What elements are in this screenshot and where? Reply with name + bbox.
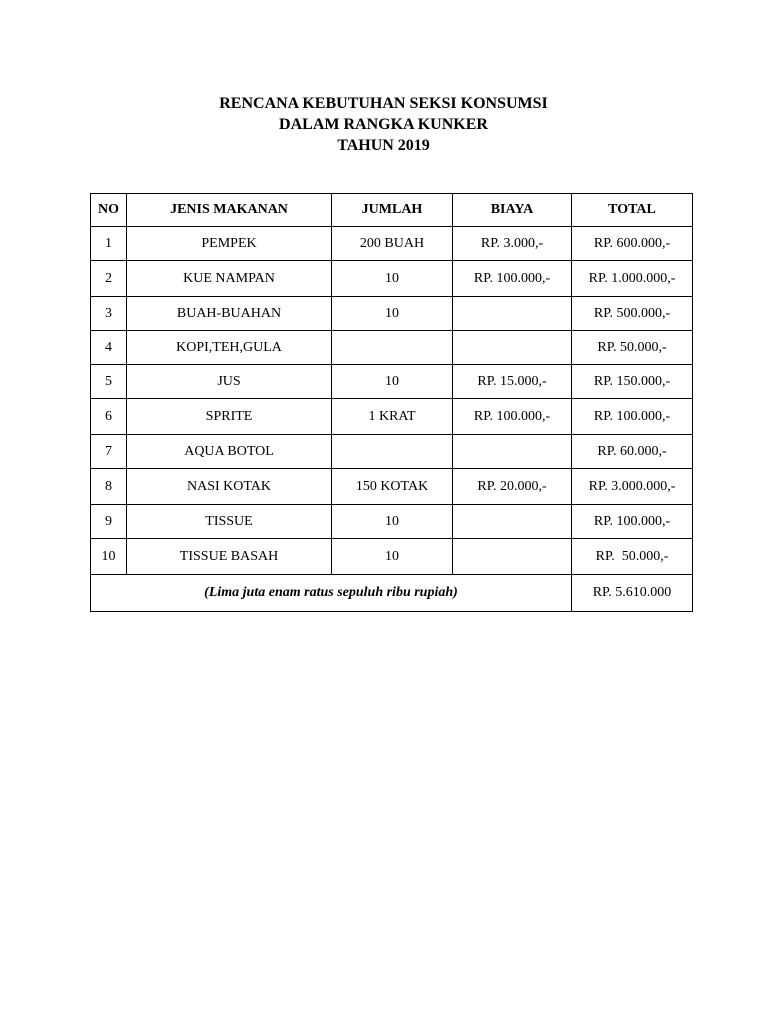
cell-total: RP. 100.000,- xyxy=(572,399,693,435)
cell-quantity: 1 KRAT xyxy=(332,399,453,435)
cell-item: JUS xyxy=(127,365,332,399)
cell-quantity xyxy=(332,435,453,469)
cell-cost: RP. 15.000,- xyxy=(453,365,572,399)
table-row xyxy=(91,261,693,297)
cell-cost: RP. 3.000,- xyxy=(453,227,572,261)
cell-no: 1 xyxy=(91,227,127,261)
cell-item: PEMPEK xyxy=(127,227,332,261)
document-title xyxy=(0,93,768,156)
table-row xyxy=(91,539,693,575)
cell-item: SPRITE xyxy=(127,399,332,435)
cell-cost xyxy=(453,505,572,539)
cell-item: TISSUE xyxy=(127,505,332,539)
cell-no: 5 xyxy=(91,365,127,399)
cell-item: KUE NAMPAN xyxy=(127,261,332,297)
cell-no: 3 xyxy=(91,297,127,331)
cell-cost: RP. 100.000,- xyxy=(453,399,572,435)
table-header-row xyxy=(91,194,693,227)
grand-total: RP. 5.610.000 xyxy=(572,575,693,612)
cell-item: NASI KOTAK xyxy=(127,469,332,505)
cell-cost: RP. 100.000,- xyxy=(453,261,572,297)
header-jenis-makanan: JENIS MAKANAN xyxy=(127,194,332,227)
budget-table xyxy=(90,193,693,612)
cell-no: 2 xyxy=(91,261,127,297)
cell-total: RP. 50.000,- xyxy=(572,539,693,575)
cell-cost xyxy=(453,539,572,575)
cell-cost xyxy=(453,331,572,365)
cell-no: 10 xyxy=(91,539,127,575)
cell-total: RP. 50.000,- xyxy=(572,331,693,365)
cell-item: BUAH-BUAHAN xyxy=(127,297,332,331)
cell-no: 4 xyxy=(91,331,127,365)
title-line-1: RENCANA KEBUTUHAN SEKSI KONSUMSI xyxy=(219,95,548,112)
cell-cost: RP. 20.000,- xyxy=(453,469,572,505)
header-biaya: BIAYA xyxy=(453,194,572,227)
table-row xyxy=(91,399,693,435)
cell-no: 6 xyxy=(91,399,127,435)
cell-quantity: 10 xyxy=(332,505,453,539)
cell-quantity: 10 xyxy=(332,365,453,399)
title-line-3: TAHUN 2019 xyxy=(337,137,430,154)
summary-row xyxy=(91,575,693,612)
cell-total: RP. 150.000,- xyxy=(572,365,693,399)
table-row xyxy=(91,505,693,539)
header-total: TOTAL xyxy=(572,194,693,227)
cell-quantity xyxy=(332,331,453,365)
header-no: NO xyxy=(91,194,127,227)
cell-no: 8 xyxy=(91,469,127,505)
cell-quantity: 10 xyxy=(332,297,453,331)
cell-total: RP. 60.000,- xyxy=(572,435,693,469)
cell-total: RP. 3.000.000,- xyxy=(572,469,693,505)
cell-total: RP. 600.000,- xyxy=(572,227,693,261)
table-row xyxy=(91,297,693,331)
cell-total: RP. 500.000,- xyxy=(572,297,693,331)
cell-cost xyxy=(453,435,572,469)
table-row xyxy=(91,469,693,505)
cell-no: 9 xyxy=(91,505,127,539)
header-jumlah: JUMLAH xyxy=(332,194,453,227)
table-row xyxy=(91,227,693,261)
cell-quantity: 10 xyxy=(332,261,453,297)
cell-no: 7 xyxy=(91,435,127,469)
total-in-words: (Lima juta enam ratus sepuluh ribu rupiah) xyxy=(91,575,572,612)
cell-item: KOPI,TEH,GULA xyxy=(127,331,332,365)
cell-quantity: 10 xyxy=(332,539,453,575)
cell-total: RP. 1.000.000,- xyxy=(572,261,693,297)
table-row xyxy=(91,435,693,469)
cell-cost xyxy=(453,297,572,331)
title-line-2: DALAM RANGKA KUNKER xyxy=(279,116,488,133)
cell-quantity: 150 KOTAK xyxy=(332,469,453,505)
cell-item: AQUA BOTOL xyxy=(127,435,332,469)
cell-total: RP. 100.000,- xyxy=(572,505,693,539)
table-row xyxy=(91,365,693,399)
table-row xyxy=(91,331,693,365)
cell-item: TISSUE BASAH xyxy=(127,539,332,575)
cell-quantity: 200 BUAH xyxy=(332,227,453,261)
